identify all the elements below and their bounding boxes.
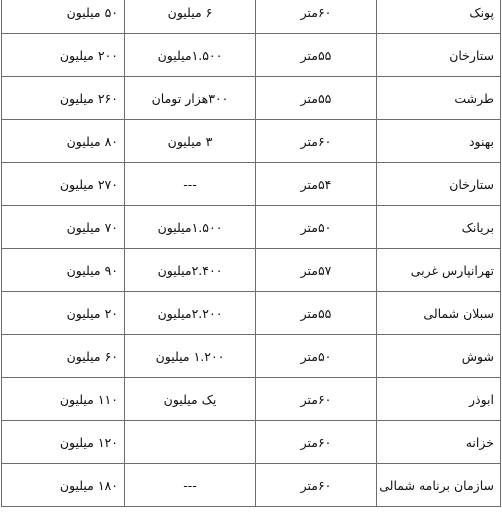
cell-rent: ۲.۲۰۰میلیون xyxy=(125,292,256,335)
cell-area: بریانک xyxy=(377,206,501,249)
cell-area: شوش xyxy=(377,335,501,378)
cell-rent: ۳ میلیون xyxy=(125,120,256,163)
table-row xyxy=(2,292,501,335)
cell-size: ۶۰متر xyxy=(256,120,377,163)
table-row xyxy=(2,0,501,34)
rental-listings-table xyxy=(1,0,501,507)
cell-size: ۶۰متر xyxy=(256,421,377,464)
cell-area: سازمان برنامه شمالی xyxy=(377,464,501,507)
cell-size: ۶۰متر xyxy=(256,0,377,34)
table-body xyxy=(2,0,501,507)
cell-size: ۵۴متر xyxy=(256,163,377,206)
cell-deposit: ۲۰۰ میلیون xyxy=(2,34,125,77)
table-row xyxy=(2,163,501,206)
cell-deposit: ۱۸۰ میلیون xyxy=(2,464,125,507)
cell-deposit: ۸۰ میلیون xyxy=(2,120,125,163)
cell-deposit: ۶۰ میلیون xyxy=(2,335,125,378)
cell-size: ۶۰متر xyxy=(256,378,377,421)
table-row xyxy=(2,464,501,507)
cell-area: خزانه xyxy=(377,421,501,464)
cell-rent: ۶ میلیون xyxy=(125,0,256,34)
table-row xyxy=(2,249,501,292)
table-row xyxy=(2,335,501,378)
cell-size: ۵۰متر xyxy=(256,206,377,249)
cell-size: ۵۵متر xyxy=(256,77,377,120)
cell-area: طرشت xyxy=(377,77,501,120)
table-row xyxy=(2,120,501,163)
cell-deposit: ۲۶۰ میلیون xyxy=(2,77,125,120)
cell-rent: ۱.۲۰۰ میلیون xyxy=(125,335,256,378)
cell-deposit: ۱۱۰ میلیون xyxy=(2,378,125,421)
cell-rent: ۱.۵۰۰میلیون xyxy=(125,34,256,77)
cell-size: ۶۰متر xyxy=(256,464,377,507)
cell-deposit: ۷۰ میلیون xyxy=(2,206,125,249)
cell-deposit: ۲۷۰ میلیون xyxy=(2,163,125,206)
cell-area: ابوذر xyxy=(377,378,501,421)
cell-area: ستارخان xyxy=(377,34,501,77)
cell-area: پونک xyxy=(377,0,501,34)
cell-deposit: ۱۲۰ میلیون xyxy=(2,421,125,464)
table-row xyxy=(2,77,501,120)
cell-rent xyxy=(125,421,256,464)
cell-area: ستارخان xyxy=(377,163,501,206)
cell-size: ۵۷متر xyxy=(256,249,377,292)
table-row xyxy=(2,206,501,249)
cell-rent: --- xyxy=(125,464,256,507)
cell-rent: --- xyxy=(125,163,256,206)
cell-rent: ۳۰۰هزار تومان xyxy=(125,77,256,120)
table-row xyxy=(2,378,501,421)
cell-size: ۵۵متر xyxy=(256,34,377,77)
table-row xyxy=(2,34,501,77)
cell-rent: ۲.۴۰۰میلیون xyxy=(125,249,256,292)
cell-area: سبلان شمالی xyxy=(377,292,501,335)
cell-deposit: ۹۰ میلیون xyxy=(2,249,125,292)
cell-deposit: ۲۰ میلیون xyxy=(2,292,125,335)
cell-area: تهرانپارس غربی xyxy=(377,249,501,292)
cell-size: ۵۰متر xyxy=(256,335,377,378)
cell-size: ۵۵متر xyxy=(256,292,377,335)
cell-deposit: ۵۰ میلیون xyxy=(2,0,125,34)
table-row xyxy=(2,421,501,464)
cell-rent: ۱.۵۰۰میلیون xyxy=(125,206,256,249)
cell-rent: یک میلیون xyxy=(125,378,256,421)
cell-area: بهنود xyxy=(377,120,501,163)
